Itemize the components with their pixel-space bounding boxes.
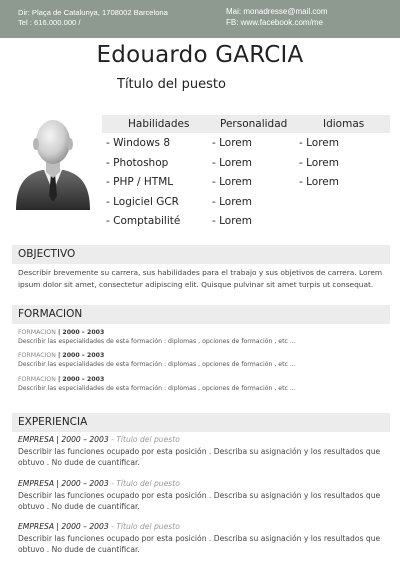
job-title: Título del puesto — [117, 77, 226, 92]
formacion-entry — [18, 328, 384, 346]
list-item: - Lorem — [212, 137, 252, 149]
formacion-desc: Describir las especialidades de esta formación : diplomas , opciones de formación , etc ... — [18, 361, 296, 368]
idiomas-header: Idiomas — [323, 118, 365, 130]
candidate-name: Edouardo GARCIA — [96, 42, 304, 68]
experiencia-desc: Describir las funciones ocupado por esta posición . Describa su asignación y los resultados que obtuvo . No dude de cuantificar. — [18, 446, 381, 468]
formacion-label: FORMACION — [18, 352, 56, 359]
contact-right — [226, 6, 327, 28]
formacion-years: | 2000 – 2003 — [55, 329, 105, 336]
formacion-label: FORMACION — [18, 329, 56, 336]
personalidad-header: Personalidad — [220, 118, 288, 130]
experiencia-entry: EMPRESA | 2000 – 2003 - Título del puesto Describir las funciones ocupado por esta posición . Describa su asignación y los resultados que obtuvo . No dude de cuantificar. — [18, 521, 384, 556]
list-item: - Lorem — [299, 156, 339, 169]
habilidades-list — [106, 137, 180, 235]
position-title: Título del puesto — [116, 479, 180, 488]
list-item: - Windows 8 — [106, 137, 171, 149]
skills-header-row — [102, 115, 390, 133]
list-item: - Lorem — [299, 137, 339, 149]
formacion-desc: Describir las especialidades de esta formación : diplomas , opciones de formación , etc ... — [18, 385, 296, 392]
list-item: - Lorem — [212, 215, 252, 227]
formacion-years: | 2000 – 2003 — [55, 352, 105, 359]
formacion-label: FORMACION — [18, 376, 56, 383]
list-item: - Lorem — [299, 176, 339, 188]
facebook-text: FB: www.facebook.com/me — [226, 18, 323, 27]
empresa-label: EMPRESA | 2000 – 2003 — [18, 479, 109, 488]
businessman-avatar-icon — [14, 116, 92, 210]
list-item: - Comptabilité — [106, 215, 181, 227]
list-item: - Lorem — [212, 176, 252, 188]
list-item: - Lorem — [212, 195, 252, 208]
experiencia-entry: EMPRESA | 2000 – 2003 - Título del puesto Describir las funciones ocupado por esta posición . Describa su asignación y los resultados que obtuvo . No dude de cuantificar. — [18, 478, 384, 513]
empresa-label: EMPRESA | 2000 – 2003 — [18, 522, 109, 531]
contact-header-bar — [0, 0, 400, 38]
formacion-entry — [18, 351, 384, 369]
list-item: - Lorem — [212, 156, 252, 169]
idiomas-list — [299, 137, 339, 196]
formacion-entry — [18, 375, 384, 393]
personalidad-list — [212, 137, 252, 235]
list-item: - Photoshop — [106, 156, 169, 169]
objetivo-text: Describir brevemente su carrera, sus habilidades para el trabajo y sus objetivos de carrera. Lorem ipsum dolor sit amet, consectetur adipiscing elit. Quisque pulvinar sit amet turpis ut consequat. — [18, 268, 383, 289]
list-item: - PHP / HTML — [106, 176, 174, 188]
experiencia-desc: Describir las funciones ocupado por esta posición . Describa su asignación y los resultados que obtuvo . No dude de cuantificar. — [18, 490, 381, 512]
experiencia-desc: Describir las funciones ocupado por esta posición . Describa su asignación y los resultados que obtuvo . No dude de cuantificar. — [18, 533, 381, 555]
formacion-desc: Describir las especialidades de esta formación : diplomas , opciones de formación , etc ... — [18, 338, 296, 345]
phone-text: Tel : 616.000.000 / — [18, 18, 81, 27]
empresa-label: EMPRESA | 2000 – 2003 — [18, 435, 109, 444]
experiencia-section-title: EXPERIENCIA — [12, 413, 390, 432]
formacion-years: | 2000 – 2003 — [55, 376, 105, 383]
position-title: Título del puesto — [116, 435, 180, 444]
list-item: - Logiciel GCR — [106, 195, 179, 208]
formacion-section-title: FORMACION — [12, 305, 390, 324]
position-title: Título del puesto — [116, 522, 180, 531]
contact-left — [18, 8, 168, 28]
email-text: Mai: monadresse@mail.com — [226, 7, 328, 16]
habilidades-header: Habilidades — [128, 118, 190, 130]
address-text: Dir: Plaça de Catalunya, 1708002 Barcelona — [18, 8, 168, 17]
experiencia-entry: EMPRESA | 2000 – 2003 - Título del puesto Describir las funciones ocupado por esta posición . Describa su asignación y los resultados que obtuvo . No dude de cuantificar. — [18, 434, 384, 469]
objetivo-section-title: OBJECTIVO — [12, 245, 390, 264]
